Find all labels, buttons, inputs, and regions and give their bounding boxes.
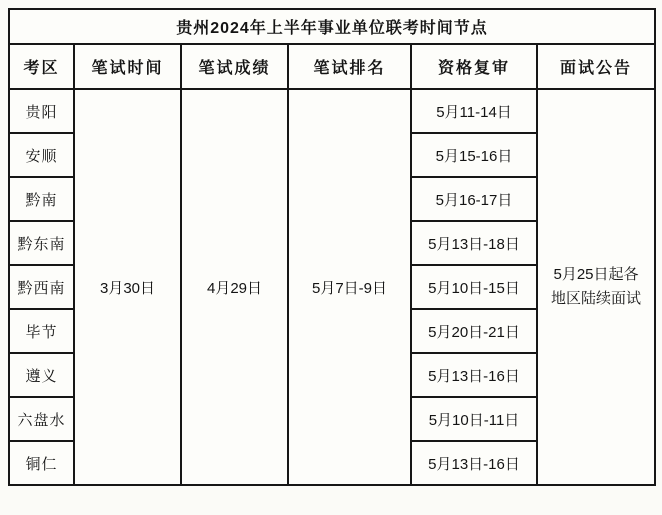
qualification-review-cell: 5月20日-21日 [411,309,537,353]
column-header-interview-notice: 面试公告 [537,44,655,89]
region-cell: 黔东南 [9,221,74,265]
qualification-review-cell: 5月10日-15日 [411,265,537,309]
exam-schedule-table [8,8,656,486]
table-row [9,89,655,133]
interview-notice-cell: 5月25日起各地区陆续面试 [537,89,655,485]
region-cell: 黔西南 [9,265,74,309]
region-cell: 贵阳 [9,89,74,133]
title-row [9,9,655,44]
qualification-review-cell: 5月15-16日 [411,133,537,177]
column-header-exam-score: 笔试成绩 [181,44,288,89]
exam-ranking-cell: 5月7日-9日 [288,89,411,485]
qualification-review-cell: 5月16-17日 [411,177,537,221]
region-cell: 安顺 [9,133,74,177]
qualification-review-cell: 5月10日-11日 [411,397,537,441]
column-header-region: 考区 [9,44,74,89]
exam-time-cell: 3月30日 [74,89,181,485]
region-cell: 遵义 [9,353,74,397]
column-header-exam-ranking: 笔试排名 [288,44,411,89]
qualification-review-cell: 5月13日-16日 [411,441,537,485]
region-cell: 毕节 [9,309,74,353]
qualification-review-cell: 5月11-14日 [411,89,537,133]
qualification-review-cell: 5月13日-18日 [411,221,537,265]
region-cell: 六盘水 [9,397,74,441]
region-cell: 黔南 [9,177,74,221]
header-row [9,44,655,89]
table-title: 贵州2024年上半年事业单位联考时间节点 [9,9,655,44]
region-cell: 铜仁 [9,441,74,485]
column-header-qualification-review: 资格复审 [411,44,537,89]
exam-score-cell: 4月29日 [181,89,288,485]
column-header-exam-time: 笔试时间 [74,44,181,89]
qualification-review-cell: 5月13日-16日 [411,353,537,397]
